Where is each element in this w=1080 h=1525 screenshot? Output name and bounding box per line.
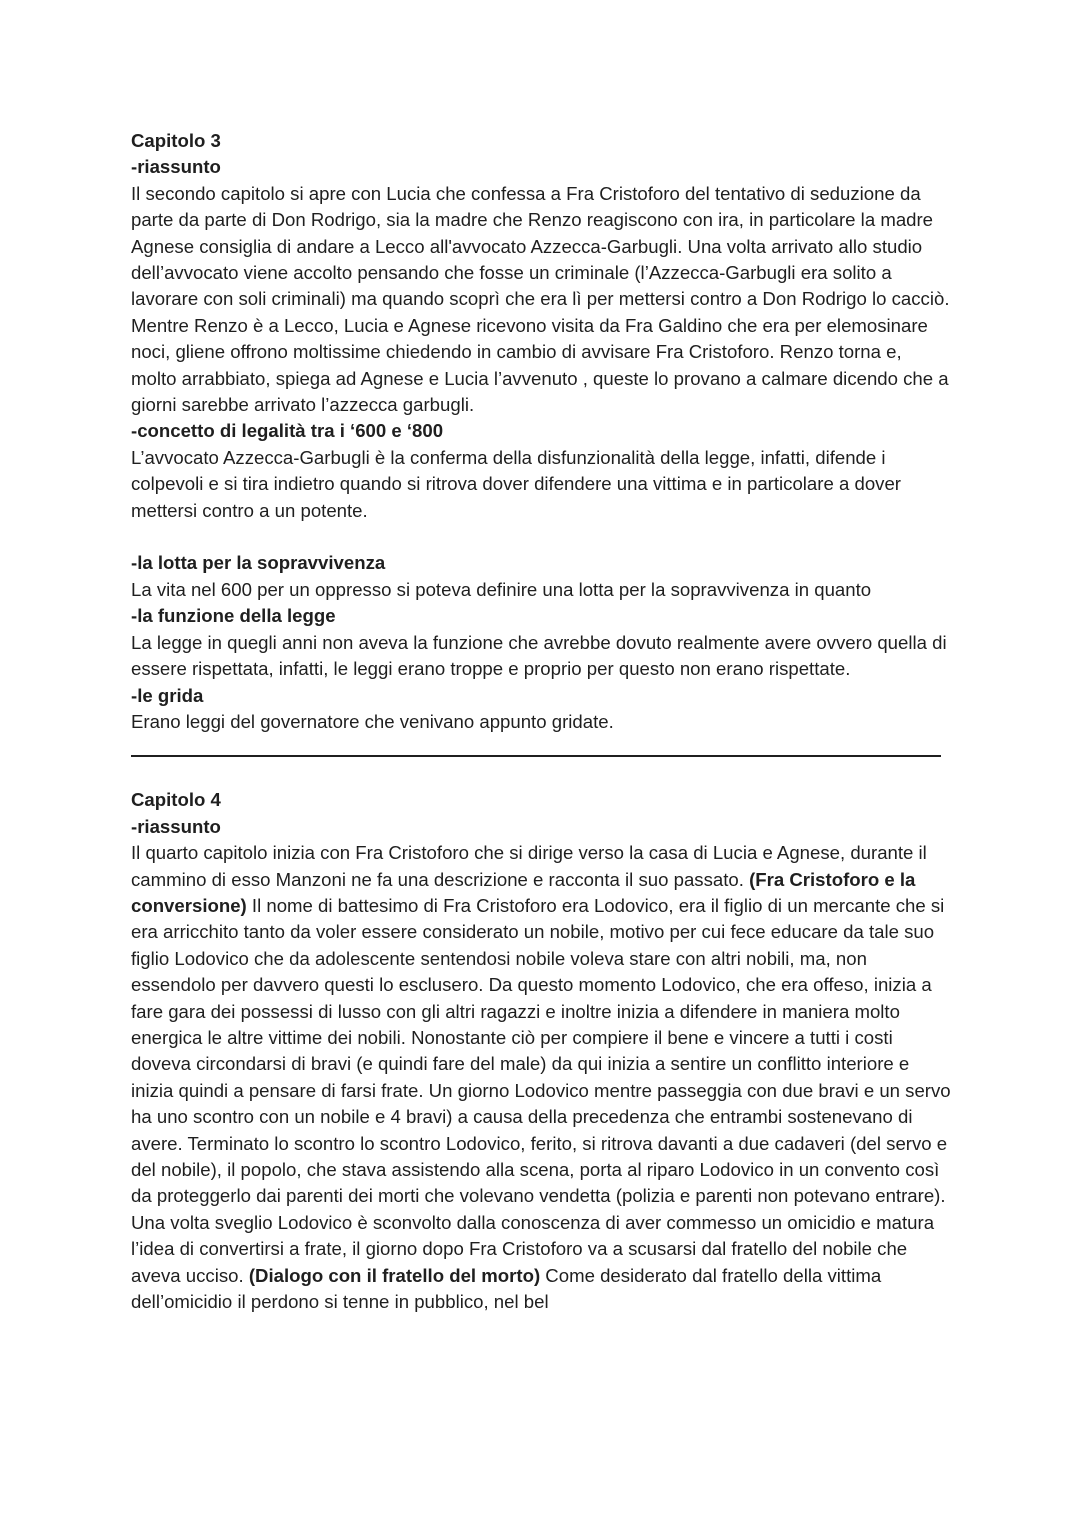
chapter-4-summary-heading: -riassunto: [131, 815, 221, 837]
legality-concept-text: L’avvocato Azzecca-Garbugli è la conferma della disfunzionalità della legge, infatti, difende i colpevoli e si tira indietro quando si ritrova dover difendere una vittima e in particolare a dover mettersi contro a un potente.: [131, 446, 901, 521]
chapter-3-title: Capitolo 3: [131, 130, 221, 151]
grida-heading: -le grida: [131, 684, 204, 706]
conversion-inline-heading: (Fra Cristoforo e la conversione): [131, 868, 916, 916]
chapter-4-title: Capitolo 4: [131, 789, 221, 811]
paragraph-gap: [131, 524, 951, 550]
survival-struggle-text: La vita nel 600 per un oppresso si poteva definire una lotta per la sopravvivenza in quanto: [131, 578, 872, 600]
dialogue-inline-heading: (Dialogo con il fratello del morto): [248, 1264, 541, 1286]
chapter-4-text-part-1: Il quarto capitolo inizia con Fra Cristoforo che si dirige verso la casa di Lucia e Agnese, durante il cammino di esso Manzoni ne fa una descrizione e racconta il suo passato.: [131, 842, 927, 890]
grida-text: Erano leggi del governatore che venivano appunto gridate.: [131, 710, 614, 732]
chapter-4-text-part-2: Il nome di battesimo di Fra Cristoforo era Lodovico, era il figlio di un mercante che si era arricchito tanto da voler essere considerato un nobile, motivo per cui fece educare da tale suo figlio Lodovico che da adolescente sentendosi nobile voleva stare con altri nobili, ma, non essendolo per davvero questi lo esclusero. Da questo momento Lodovico, che era offeso, inizia a fare gara dei possessi di lusso con gli altri ragazzi e inoltre inizia a difendere in maniera molto energica le altre vittime dei nobili. Nonostante ciò per compiere il bene e vincere a tutti i costi doveva circondarsi di bravi (e quindi fare del male) da qui inizia a sentire un conflitto interiore e inizia quindi a pensare di farsi frate. Un giorno Lodovico mentre passeggia con due bravi e un servo ha uno scontro con un nobile e 4 bravi) a causa della precedenza che entrambi sostenevano di avere. Terminato lo scontro lo scontro Lodovico, ferito, si ritrova davanti a due cadaveri (del servo e del nobile), il popolo, che stava assistendo alla scena, porta al riparo Lodovico in un convento così da proteggerlo dai parenti dei morti che volevano vendetta (polizia e parenti non potevano entrare). Una volta sveglio Lodovico è sconvolto dalla conoscenza di aver commesso un omicidio e matura l’idea di convertirsi a frate, il giorno dopo Fra Cristoforo va a scusarsi dal fratello del nobile che aveva ucciso.: [131, 894, 951, 1286]
horizontal-rule: [131, 755, 941, 757]
survival-struggle-heading: -la lotta per la sopravvivenza: [131, 552, 386, 574]
law-function-text: La legge in quegli anni non aveva la funzione che avrebbe dovuto realmente avere ovvero quella di essere rispettata, infatti, le leggi erano troppe e proprio per questo non erano rispettate.: [131, 631, 947, 680]
chapter-3-summary-heading: -riassunto: [131, 156, 221, 178]
chapter-4-text-part-3: Come desiderato dal fratello della vittima dell’omicidio il perdono si tenne in pubblico, nel bel: [131, 1264, 882, 1313]
chapter-3-summary-text: Il secondo capitolo si apre con Lucia che confessa a Fra Cristoforo del tentativo di seduzione da parte da parte di Don Rodrigo, sia la madre che Renzo reagiscono con ira, in particolare la madre Agnese consiglia di andare a Lecco all'avvocato Azzecca-Garbugli. Una volta arrivato allo studio dell’avvocato viene accolto pensando che fosse un criminale (l’Azzecca-Garbugli era solito a lavorare con soli criminali) ma quando scoprì che era lì per mettersi contro a Don Rodrigo lo cacciò. Mentre Renzo è a Lecco, Lucia e Agnese ricevono visita da Fra Galdino che era per elemosinare noci, gliene offrono moltissime chiedendo in cambio di avvisare Fra Cristoforo. Renzo torna e, molto arrabbiato, spiega ad Agnese e Lucia l’avvenuto , queste lo provano a calmare dicendo che a giorni sarebbe arrivato l’azzecca garbugli.: [131, 182, 950, 416]
law-function-heading: -la funzione della legge: [131, 605, 336, 627]
legality-concept-heading: -concetto di legalità tra i ‘600 e ‘800: [131, 420, 444, 442]
document-page: [131, 128, 951, 1315]
chapter-4-summary-text: [131, 840, 951, 1315]
